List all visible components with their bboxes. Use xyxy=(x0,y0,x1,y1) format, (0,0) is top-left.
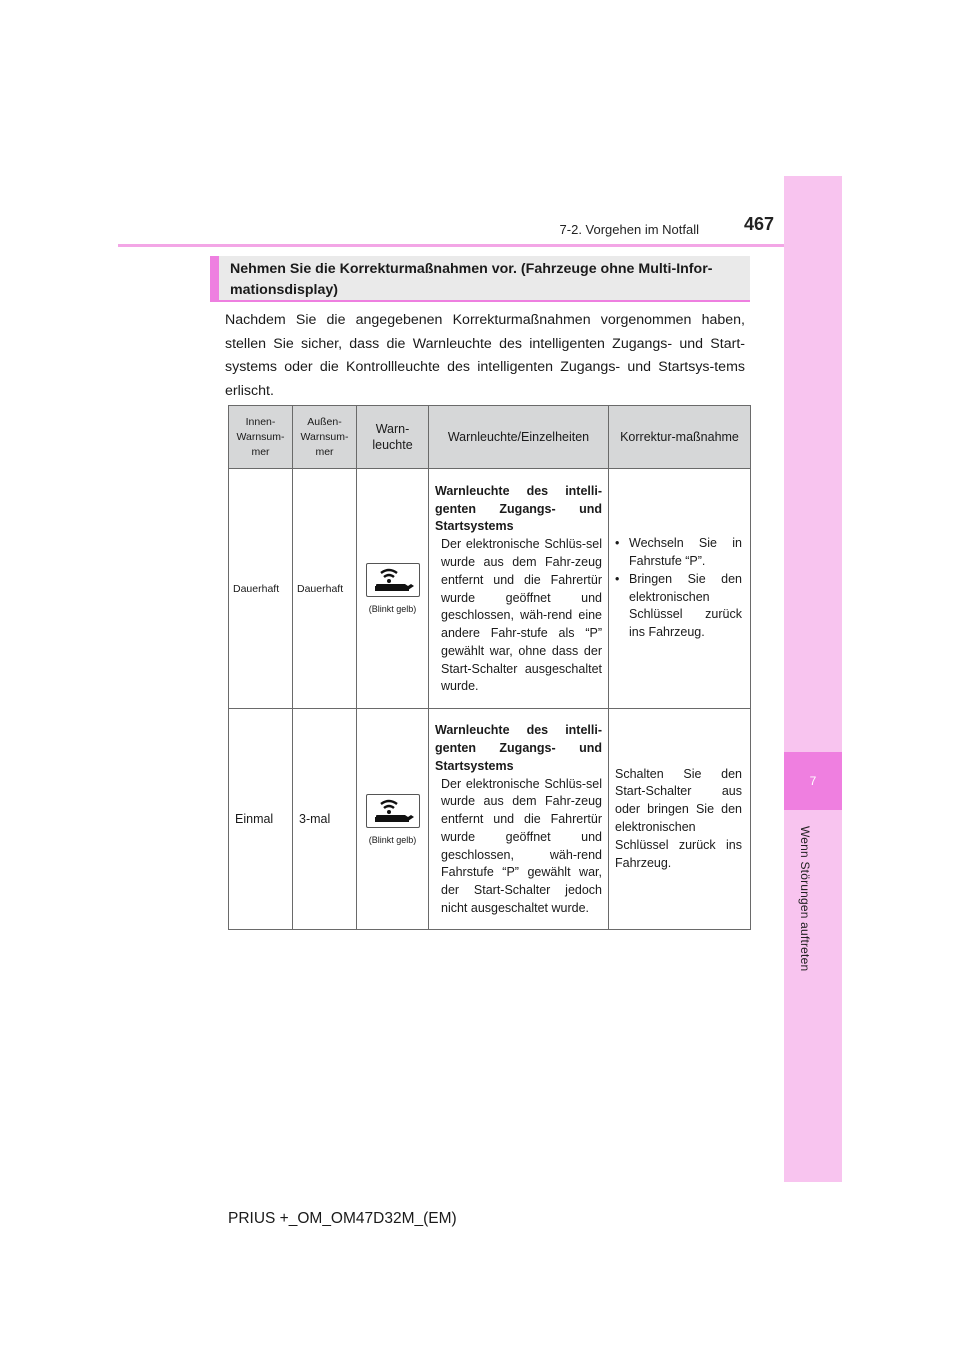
header-outer-buzzer: Außen-Warnsum-mer xyxy=(293,406,357,469)
chapter-number: 7 xyxy=(784,752,842,810)
header-inner-buzzer: Innen-Warnsum-mer xyxy=(229,406,293,469)
blink-note: (Blinkt gelb) xyxy=(368,834,417,845)
intro-paragraph: Nachdem Sie die angegebenen Korrekturmaßnahmen vorgenommen haben, stellen Sie sicher, dass die Warnleuchte des intelligenten Zugangs- und Start-systems oder die Kontrollleuchte des intelligenten Zugangs- und Startsys-tems erlischt. xyxy=(225,312,745,399)
details-cell xyxy=(429,469,609,709)
chapter-side-tab xyxy=(784,176,842,1182)
detail-title: Warnleuchte des intelli-genten Zugangs- und Startsystems xyxy=(435,483,602,534)
section-label: 7-2. Vorgehen im Notfall xyxy=(559,222,699,237)
smart-key-warning-icon xyxy=(366,563,420,597)
warning-table xyxy=(228,405,751,930)
corrective-action-cell xyxy=(609,469,751,709)
header-warning-light: Warn-leuchte xyxy=(357,406,429,469)
blink-note: (Blinkt gelb) xyxy=(368,604,417,614)
detail-title: Warnleuchte des intelli-genten Zugangs- und Startsystems xyxy=(435,723,602,773)
outer-buzzer-cell: Dauerhaft xyxy=(293,469,357,709)
corrective-action-cell: Schalten Sie den Start-Schalter aus oder bringen Sie den elektronischen Schlüssel zurück ins Fahrzeug. xyxy=(609,709,751,930)
warning-light-cell xyxy=(357,469,429,709)
detail-body: Der elektronische Schlüs-sel wurde aus dem Fahr-zeug entfernt und die Fahrertür wurde geöffnet und geschlossen, wäh-rend eine andere Fahr-stufe als “P” gewählt war, ohne dass der Start-Schalter ausgeschaltet wurde. xyxy=(441,537,602,694)
action-list xyxy=(615,535,742,642)
table-header-row xyxy=(229,406,751,469)
chapter-title: Wenn Störungen auftreten xyxy=(798,826,812,972)
table-row xyxy=(229,469,751,709)
details-cell xyxy=(429,709,609,930)
detail-body: Der elektronische Schlüs-sel wurde aus dem Fahr-zeug entfernt und die Fahrertür wurde geöffnet und geschlossen, wäh-rend Fahrstufe “P” gewählt war, der Start-Schalter jedoch nicht ausgeschaltet wurde. xyxy=(441,776,602,916)
inner-buzzer-cell: Dauerhaft xyxy=(229,469,293,709)
action-item: • Bringen Sie den elektronischen Schlüssel zurück ins Fahrzeug. xyxy=(615,571,742,642)
section-heading: Nehmen Sie die Korrekturmaßnahmen vor. (Fahrzeuge ohne Multi-Infor-mationsdisplay) xyxy=(210,256,750,302)
inner-buzzer-cell: Einmal xyxy=(229,709,293,930)
header-divider xyxy=(118,244,784,247)
page-number: 467 xyxy=(743,214,774,234)
table-row xyxy=(229,709,751,930)
action-item: • Wechseln Sie in Fahrstufe “P”. xyxy=(615,535,742,571)
document-code: PRIUS +_OM_OM47D32M_(EM) xyxy=(228,1210,457,1227)
warning-light-cell xyxy=(357,709,429,930)
outer-buzzer-cell: 3-mal xyxy=(293,709,357,930)
header-details: Warnleuchte/Einzelheiten xyxy=(429,406,609,469)
smart-key-warning-icon xyxy=(366,794,420,828)
header-corrective-action: Korrektur-maßnahme xyxy=(609,406,751,469)
